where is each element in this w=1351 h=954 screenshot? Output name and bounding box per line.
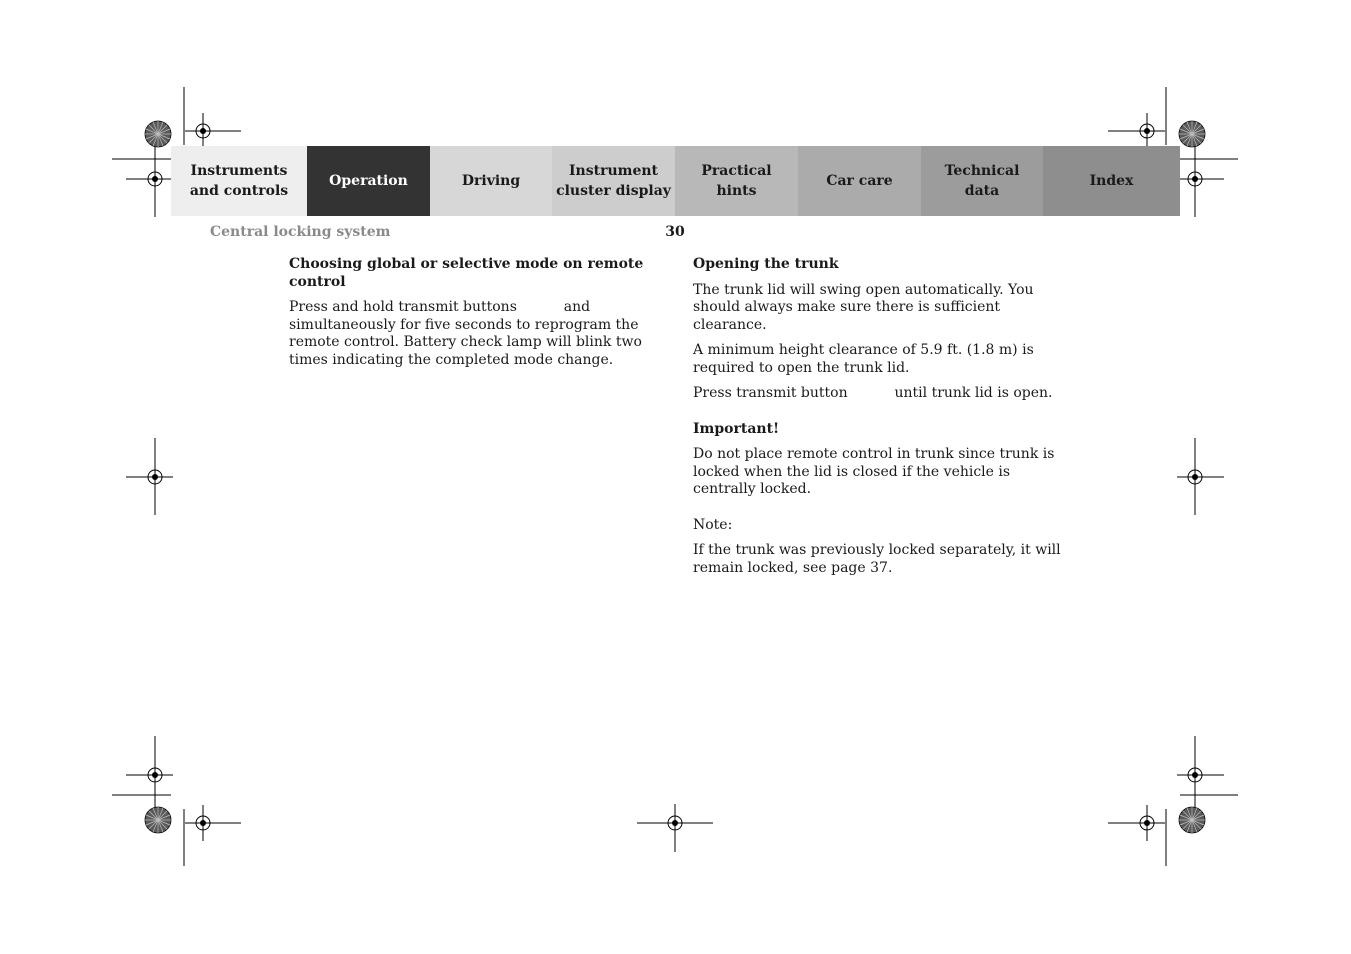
- note-paragraph: If the trunk was previously locked separately, it will remain locked, see page 37.: [693, 542, 1061, 576]
- opening-trunk-heading: Opening the trunk: [693, 256, 839, 272]
- paragraph-start-text: Press and hold transmit buttons: [289, 299, 517, 315]
- press-transmit-end-text: until trunk lid is open.: [894, 385, 1053, 401]
- global-selective-mode-paragraph: [289, 299, 664, 369]
- note-label: Note:: [693, 516, 733, 533]
- tab-instruments-and-controls[interactable]: Instruments and controls: [171, 146, 307, 216]
- section-title: Central locking system: [210, 224, 391, 240]
- tab-practical-hints[interactable]: Practical hints: [675, 146, 798, 216]
- page-number: 30: [665, 224, 685, 240]
- global-selective-mode-heading: Choosing global or selective mode on remote control: [289, 256, 644, 290]
- height-clearance-paragraph: A minimum height clearance of 5.9 ft. (1.8 m) is required to open the trunk lid.: [693, 342, 1034, 376]
- tab-operation[interactable]: Operation: [307, 146, 430, 216]
- tab-car-care[interactable]: Car care: [798, 146, 921, 216]
- tab-instrument-cluster-display[interactable]: Instrument cluster display: [552, 146, 675, 216]
- important-paragraph: Do not place remote control in trunk since trunk is locked when the lid is closed if the vehicle is centrally locked.: [693, 446, 1055, 497]
- tab-index[interactable]: Index: [1043, 146, 1180, 216]
- important-heading: Important!: [693, 420, 780, 437]
- paragraph-and-text: and: [563, 299, 591, 315]
- right-column: [693, 256, 1068, 585]
- swing-open-paragraph: The trunk lid will swing open automatically. You should always make sure there is sufficient clearance.: [693, 281, 1034, 333]
- press-transmit-start-text: Press transmit button: [693, 385, 848, 401]
- section-tab-bar: [171, 146, 1180, 216]
- tab-driving[interactable]: Driving: [430, 146, 552, 216]
- left-column: [289, 256, 664, 377]
- press-transmit-paragraph: [693, 385, 1068, 403]
- paragraph-rest-text: simultaneously for five seconds to reprogram the remote control. Battery check lamp will blink two times indicating the completed mode change.: [289, 316, 642, 368]
- tab-technical-data[interactable]: Technical data: [921, 146, 1043, 216]
